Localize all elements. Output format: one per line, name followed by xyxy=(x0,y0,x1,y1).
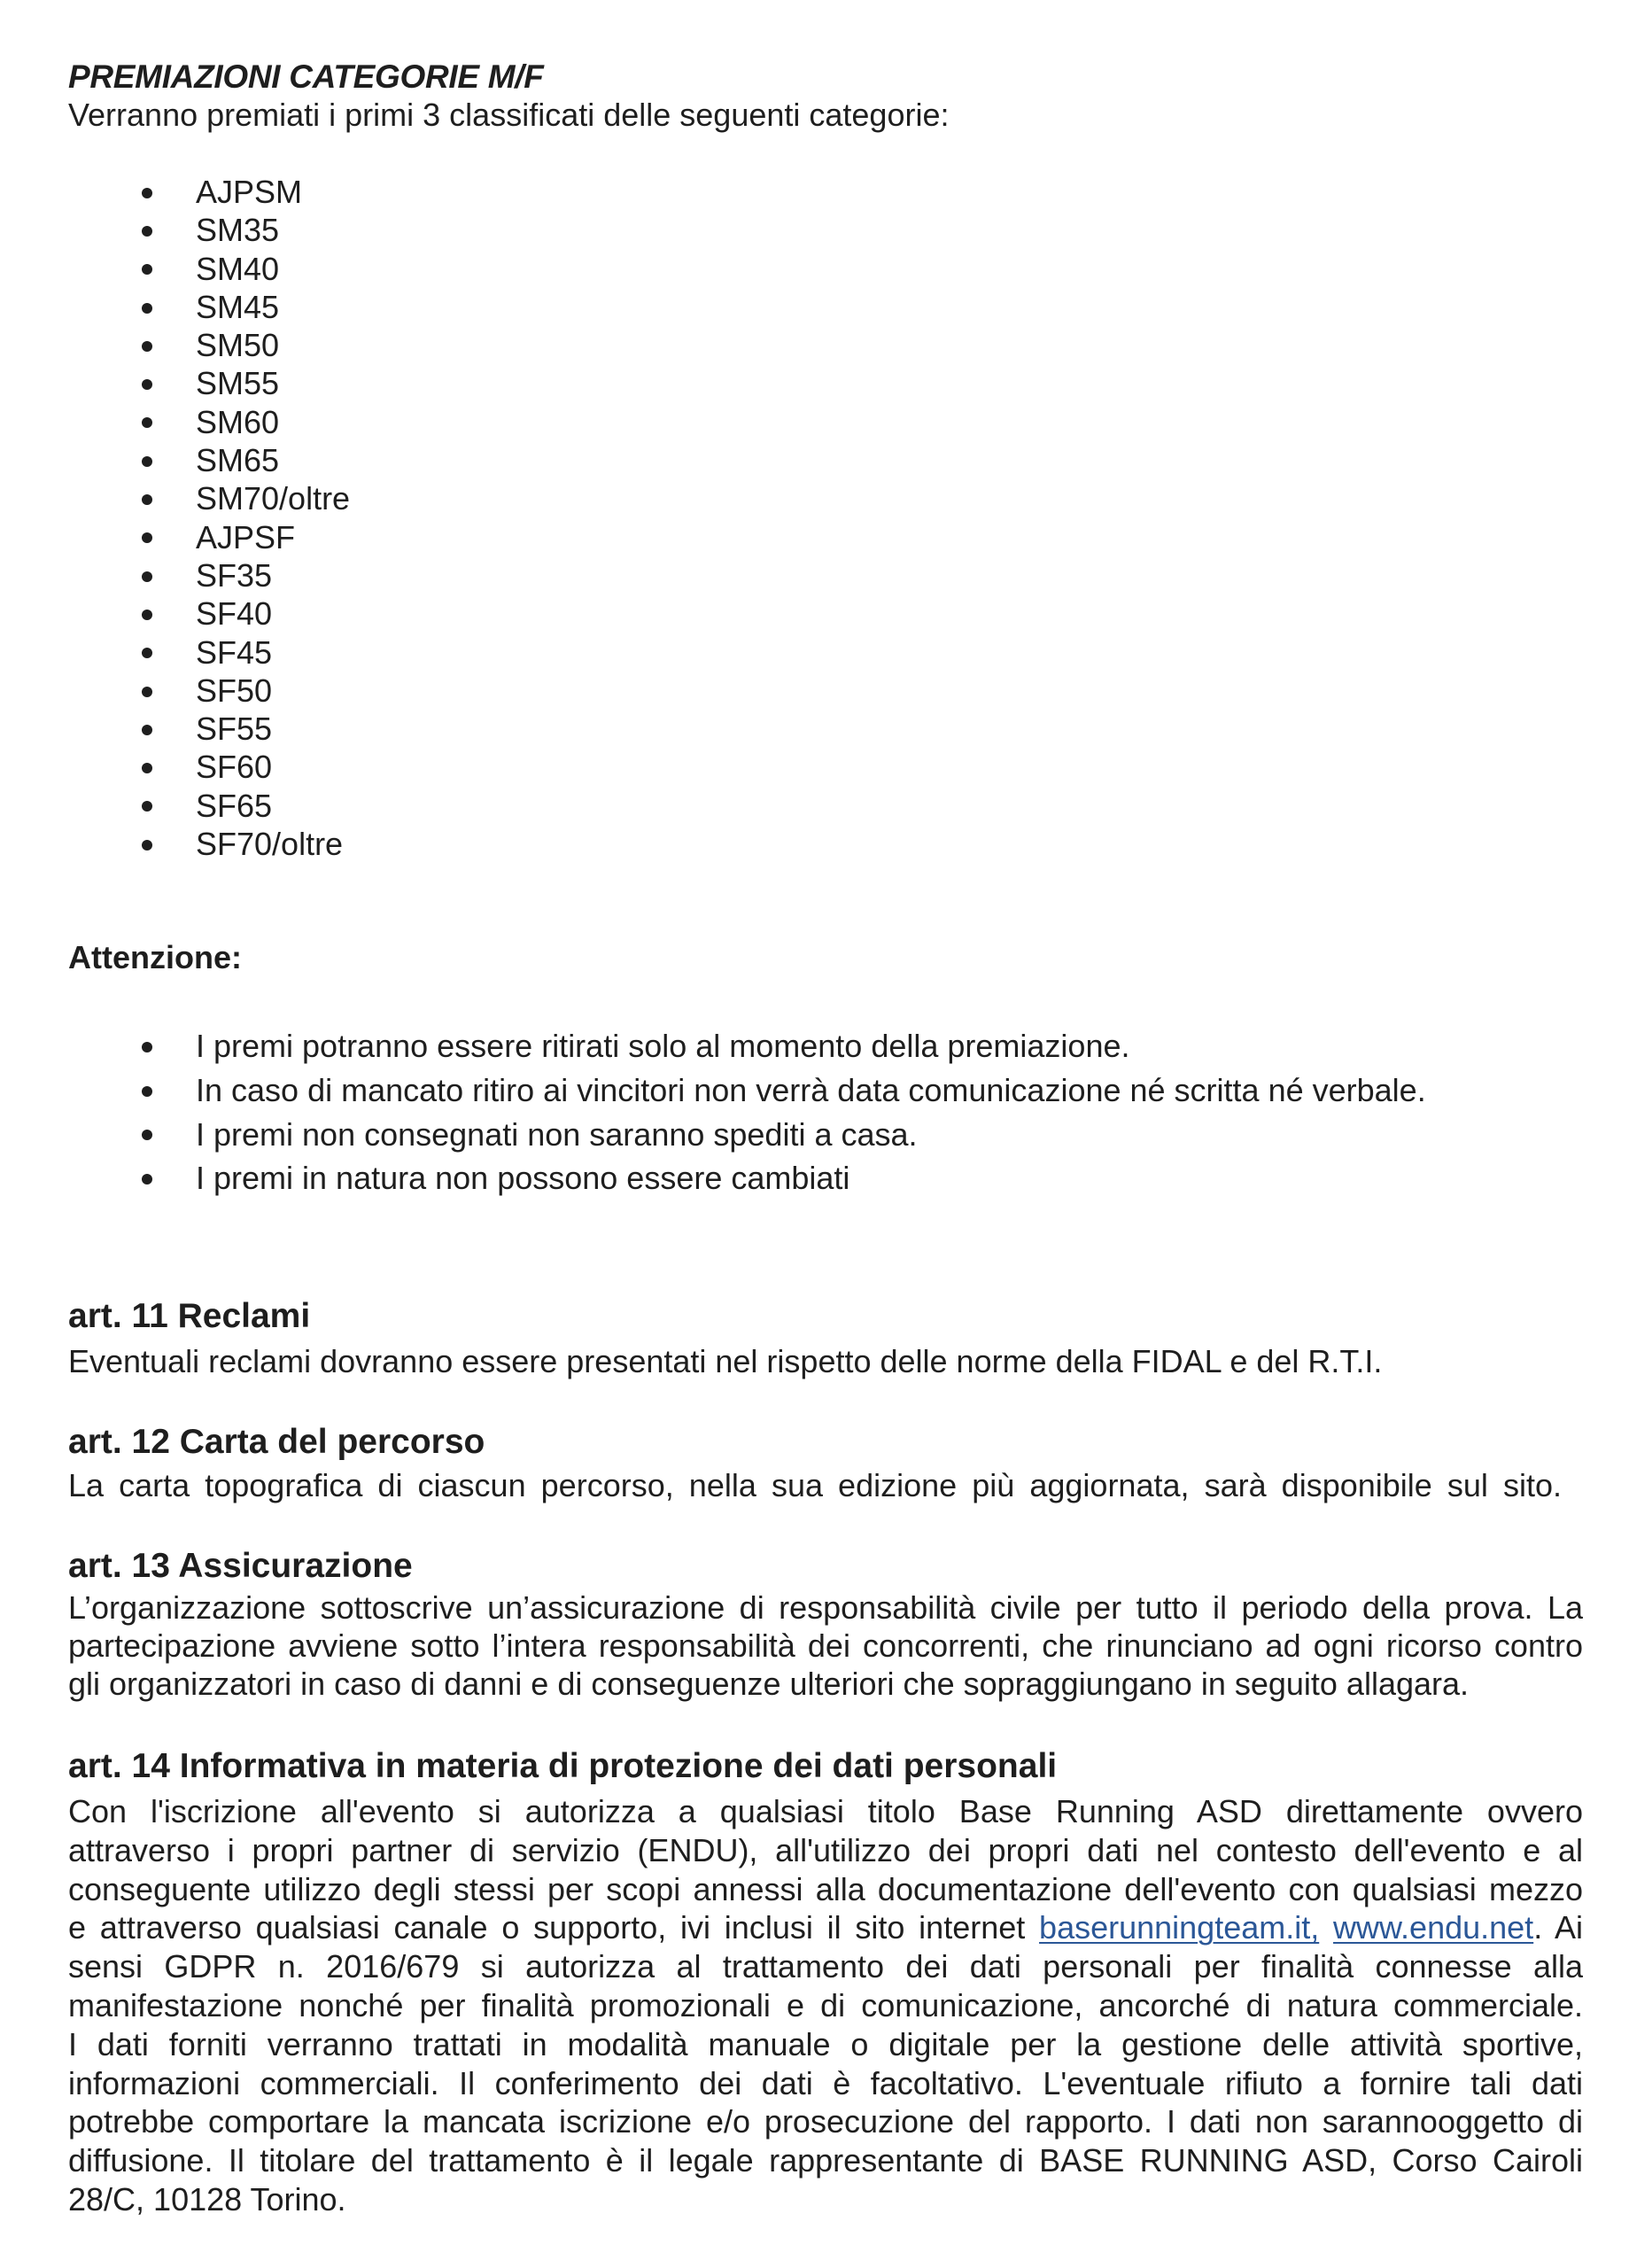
art11-body: Eventuali reclami dovranno essere presentati nel rispetto delle norme della FIDAL e del R.T.I. xyxy=(68,1343,1383,1379)
attention-title: Attenzione: xyxy=(68,939,242,975)
list-item: SM40 xyxy=(0,250,350,288)
art14-line: Con l'iscrizione all'evento si autorizza a qualsiasi titolo Base Running ASD direttamente ovvero xyxy=(68,1793,1583,1829)
bullet-icon xyxy=(142,494,152,505)
list-item: SF65 xyxy=(0,787,350,825)
art14-line: I dati forniti verranno trattati in modalità manuale o digitale per la gestione delle attività sportive, xyxy=(68,2025,1583,2062)
bullet-icon xyxy=(142,341,152,352)
bullet-icon xyxy=(142,532,152,543)
art14-line: informazioni commerciali. Il conferimento dei dati è facoltativo. L'eventuale rifiuto a fornire tali dati xyxy=(68,2064,1583,2101)
awards-title: PREMIAZIONI CATEGORIE M/F xyxy=(68,58,544,95)
list-item: AJPSF xyxy=(0,518,350,556)
list-item: SF45 xyxy=(0,633,350,672)
list-item: SM35 xyxy=(0,211,350,249)
list-item: I premi potranno essere ritirati solo al momento della premiazione. xyxy=(0,1024,1426,1068)
bullet-icon xyxy=(142,1174,152,1184)
list-item: AJPSM xyxy=(0,173,350,211)
art12-title: art. 12 Carta del percorso xyxy=(68,1423,485,1461)
art14-line: sensi GDPR n. 2016/679 si autorizza al trattamento dei dati personali per finalità connesse alla xyxy=(68,1948,1583,1985)
bullet-icon xyxy=(142,379,152,390)
endu-link[interactable]: www.endu.net xyxy=(1333,1909,1534,1946)
awards-intro: Verranno premiati i primi 3 classificati delle seguenti categorie: xyxy=(68,97,950,133)
art13-line: gli organizzatori in caso di danni e di conseguenze ulteriori che sopraggiungano in seguito allagara. xyxy=(68,1666,1470,1702)
art14-title: art. 14 Informativa in materia di protezione dei dati personali xyxy=(68,1747,1058,1785)
art11-title: art. 11 Reclami xyxy=(68,1297,311,1335)
list-item: SM65 xyxy=(0,441,350,479)
bullet-icon xyxy=(142,226,152,237)
list-item: SM50 xyxy=(0,326,350,364)
art14-line: diffusione. Il titolare del trattamento è il legale rappresentante di BASE RUNNING ASD, Corso Cairoli xyxy=(68,2142,1583,2179)
bullet-icon xyxy=(142,456,152,467)
art14-line: conseguente utilizzo degli stessi per scopi annessi alla documentazione dell'evento con qualsiasi mezzo xyxy=(68,1870,1583,1907)
bullet-icon xyxy=(142,1042,152,1052)
list-item: SF35 xyxy=(0,556,350,594)
list-item: SM45 xyxy=(0,288,350,326)
category-list xyxy=(0,173,350,863)
bullet-icon xyxy=(142,725,152,735)
art14-line: potrebbe comportare la mancata iscrizione e/o prosecuzione del rapporto. I dati non sarannooggetto di xyxy=(68,2103,1583,2140)
bullet-icon xyxy=(142,417,152,428)
list-item: SM70/oltre xyxy=(0,479,350,517)
art14-body xyxy=(68,1792,1583,2219)
list-item: SM60 xyxy=(0,403,350,441)
bullet-icon xyxy=(142,801,152,812)
art12-body: La carta topografica di ciascun percorso, nella sua edizione più aggiornata, sarà disponibile sul sito. xyxy=(68,1467,1562,1503)
art14-line: 28/C, 10128 Torino. xyxy=(68,2180,346,2218)
list-item: SF50 xyxy=(0,672,350,710)
list-item: In caso di mancato ritiro ai vincitori non verrà data comunicazione né scritta né verbale. xyxy=(0,1068,1426,1113)
bullet-icon xyxy=(142,303,152,314)
list-item: SF40 xyxy=(0,594,350,633)
bullet-icon xyxy=(142,1130,152,1140)
bullet-icon xyxy=(142,188,152,198)
bullet-icon xyxy=(142,840,152,850)
art13-body xyxy=(68,1588,1583,1703)
bullet-icon xyxy=(142,264,152,275)
art14-line: attraverso i propri partner di servizio (ENDU), all'utilizzo dei propri dati nel contesto dell'evento e al xyxy=(68,1831,1583,1868)
bullet-icon xyxy=(142,610,152,620)
art13-line: L’organizzazione sottoscrive un’assicurazione di responsabilità civile per tutto il periodo della prova. La xyxy=(68,1589,1583,1626)
list-item: I premi non consegnati non saranno spediti a casa. xyxy=(0,1113,1426,1157)
list-item: SM55 xyxy=(0,364,350,402)
art13-title: art. 13 Assicurazione xyxy=(68,1547,413,1585)
art14-line: manifestazione nonché per finalità promozionali e di comunicazione, ancorché di natura commerciale. xyxy=(68,1986,1583,2023)
bullet-icon xyxy=(142,1086,152,1097)
art13-line: partecipazione avviene sotto l’intera responsabilità dei concorrenti, che rinunciano ad ogni ricorso contro xyxy=(68,1627,1583,1664)
list-item: I premi in natura non possono essere cambiati xyxy=(0,1156,1426,1200)
attention-list xyxy=(0,1024,1426,1200)
baserunningteam-link[interactable]: baserunningteam.it, xyxy=(1039,1909,1320,1946)
bullet-icon xyxy=(142,687,152,697)
art14-line-links: e attraverso qualsiasi canale o supporto, ivi inclusi il sito internet baserunningteam.it, www.endu.net. Ai xyxy=(68,1909,1583,1946)
list-item: SF70/oltre xyxy=(0,825,350,863)
bullet-icon xyxy=(142,648,152,658)
list-item: SF55 xyxy=(0,710,350,748)
bullet-icon xyxy=(142,571,152,582)
bullet-icon xyxy=(142,763,152,773)
list-item: SF60 xyxy=(0,748,350,786)
